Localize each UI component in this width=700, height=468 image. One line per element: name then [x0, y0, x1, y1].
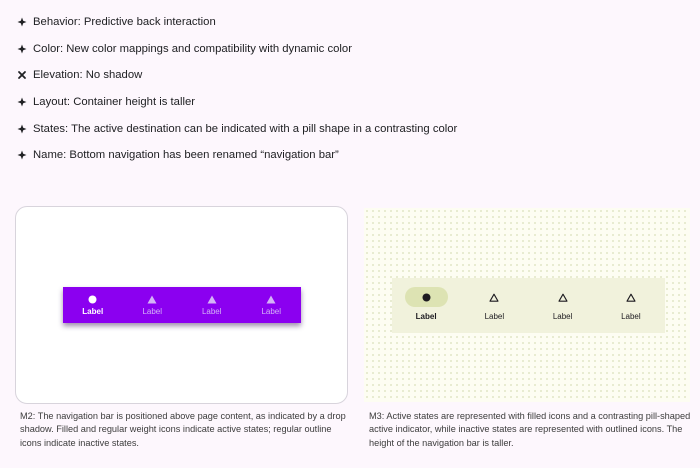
outlined-triangle-icon: [626, 293, 636, 302]
m2-nav-destination-1[interactable]: [63, 287, 123, 323]
m3-nav-label: Label: [484, 312, 505, 321]
m3-nav-destination-2[interactable]: [460, 278, 528, 333]
sparkle-icon: [17, 97, 27, 107]
change-text: Behavior: Predictive back interaction: [33, 16, 216, 29]
m3-nav-destination-3[interactable]: [529, 278, 597, 333]
remove-icon: [17, 70, 27, 80]
m2-example-panel: [15, 206, 348, 404]
m3-nav-label: Label: [415, 312, 437, 321]
change-item-name: [17, 142, 687, 169]
indicator-slot: [473, 287, 516, 307]
sparkle-icon: [17, 17, 27, 27]
m3-nav-label: Label: [621, 312, 641, 321]
change-text: Elevation: No shadow: [33, 69, 143, 82]
m3-caption: M3: Active states are represented with filled icons and a contrasting pill-shaped active indicator, while inactive states are represented with outlined icons. The height of the navigation bar is taller.: [369, 411, 691, 448]
m3-nav-label: Label: [552, 312, 573, 321]
change-item-states: [17, 115, 687, 142]
change-text: Color: New color mappings and compatibility with dynamic color: [33, 42, 352, 55]
m2-nav-destination-3[interactable]: [182, 287, 242, 323]
change-text: Name: Bottom navigation has been renamed “navigation bar”: [33, 149, 339, 162]
change-item-elevation: [17, 62, 687, 89]
change-text: States: The active destination can be indicated with a pill shape in a contrasting color: [33, 122, 458, 135]
change-text: Layout: Container height is taller: [33, 96, 196, 109]
change-item-color: [17, 36, 687, 63]
sparkle-icon: [17, 124, 27, 134]
active-indicator-pill: [405, 287, 448, 307]
filled-circle-icon: [422, 293, 431, 302]
indicator-slot: [541, 287, 584, 307]
change-item-layout: [17, 89, 687, 116]
change-item-behavior: [17, 9, 687, 36]
m3-nav-destination-1[interactable]: [392, 278, 460, 333]
outlined-triangle-icon: [489, 293, 499, 302]
filled-triangle-icon: [266, 295, 276, 304]
m2-nav-destination-4[interactable]: [242, 287, 302, 323]
sparkle-icon: [17, 150, 27, 160]
m2-nav-label: Label: [82, 306, 104, 316]
m2-nav-label: Label: [261, 306, 282, 316]
m2-navigation-bar: [63, 287, 301, 323]
m3-navigation-bar: [392, 278, 665, 333]
sparkle-icon: [17, 44, 27, 54]
m2-caption: M2: The navigation bar is positioned above page content, as indicated by a drop shadow. Filled and regular weight icons indicate active states; regular outline icons indicate inactive states.: [20, 411, 346, 448]
m3-example-panel: [364, 208, 690, 402]
m2-nav-label: Label: [142, 306, 163, 316]
m3-nav-destination-4[interactable]: [597, 278, 665, 333]
filled-circle-icon: [88, 295, 97, 304]
filled-triangle-icon: [147, 295, 157, 304]
outlined-triangle-icon: [558, 293, 568, 302]
m2-nav-label: Label: [201, 306, 222, 316]
change-list: [17, 9, 687, 169]
filled-triangle-icon: [207, 295, 217, 304]
m2-nav-destination-2[interactable]: [123, 287, 183, 323]
indicator-slot: [609, 287, 652, 307]
